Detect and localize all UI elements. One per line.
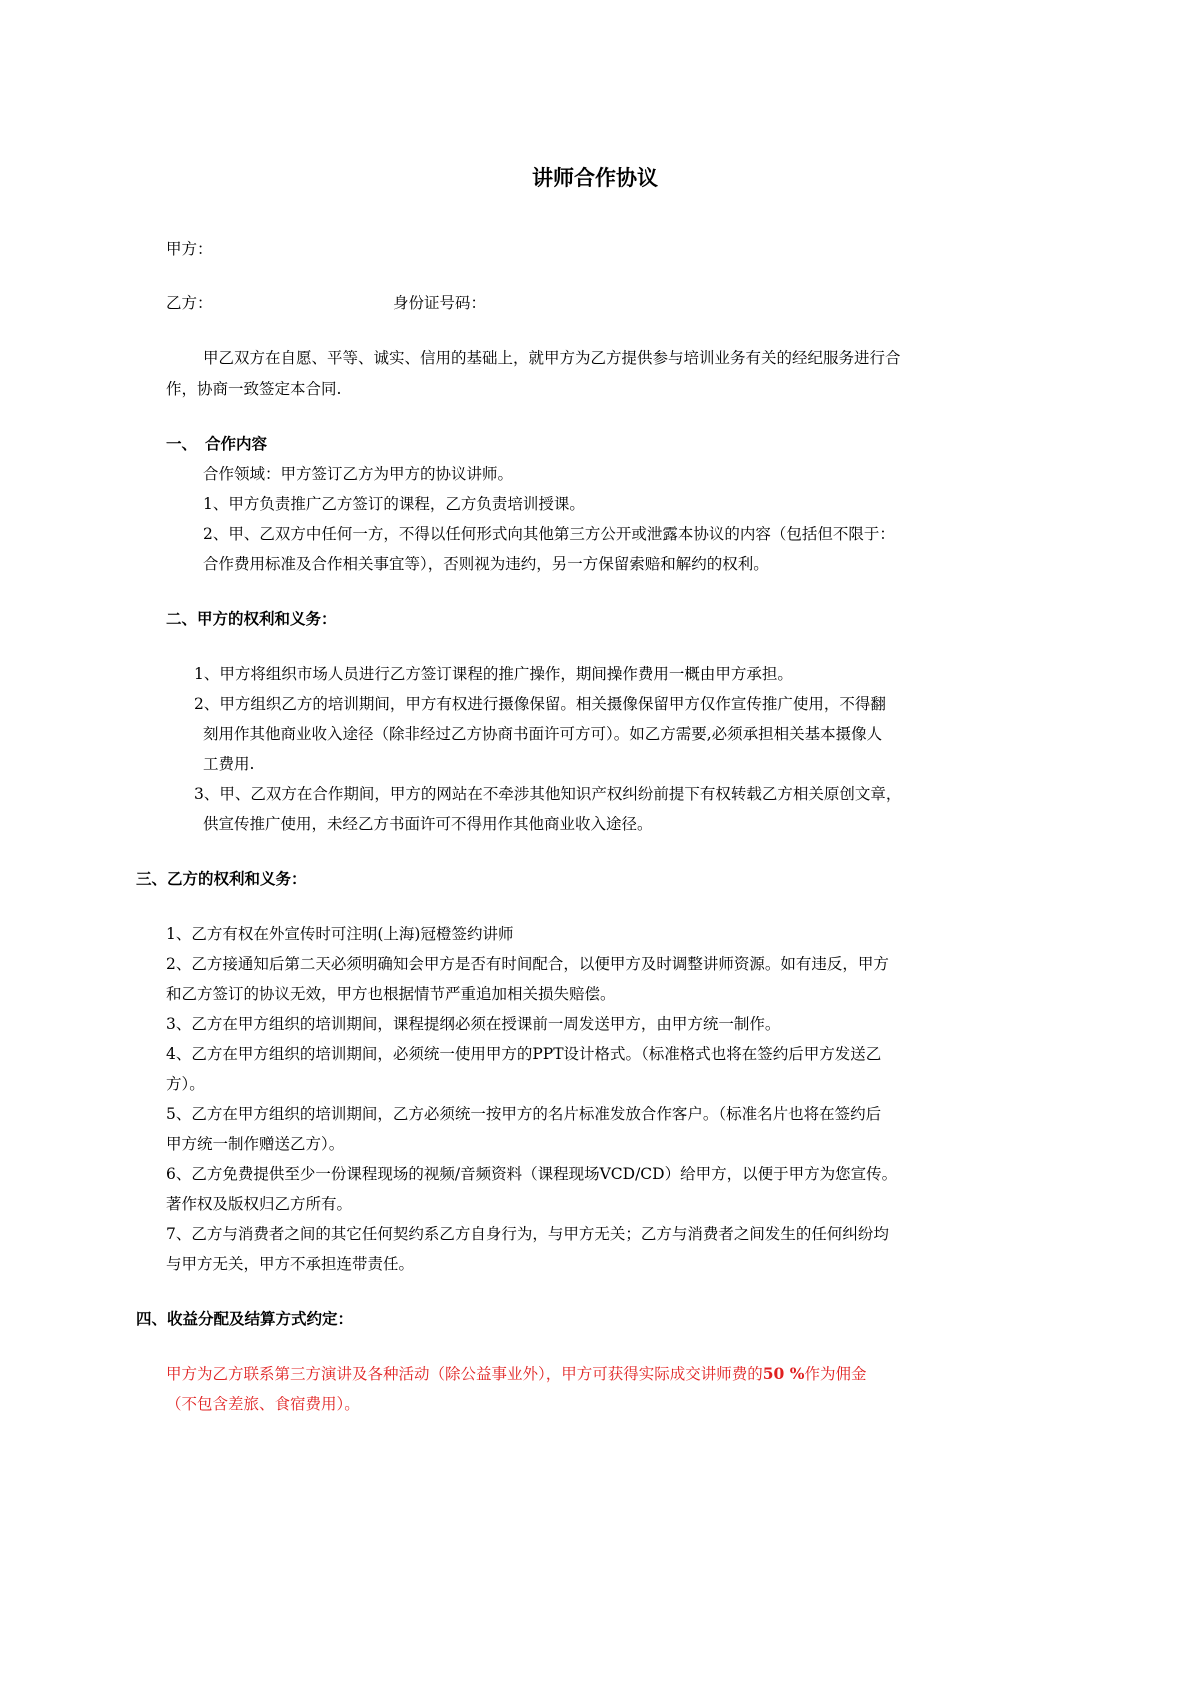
- section3-line: 1、乙方有权在外宣传时可注明(上海)冠橙签约讲师: [166, 925, 514, 943]
- commission-text-after: 作为佣金: [804, 1365, 867, 1383]
- commission-percentage: 50 %: [762, 1364, 805, 1383]
- section3-line: 3、乙方在甲方组织的培训期间，课程提纲必须在授课前一周发送甲方，由甲方统一制作。: [166, 1015, 781, 1033]
- section2-line: 1、甲方将组织市场人员进行乙方签订课程的推广操作，期间操作费用一概由甲方承担。: [194, 665, 793, 683]
- section3-line: 5、乙方在甲方组织的培训期间，乙方必须统一按甲方的名片标准发放合作客户。（标准名片也将在签约后: [166, 1105, 882, 1123]
- section2-line: 刻用作其他商业收入途径（除非经过乙方协商书面许可方可）。如乙方需要,必须承担相关基本摄像人: [203, 725, 883, 743]
- id-number-label: 身份证号码：: [393, 294, 487, 312]
- section1-line: 合作费用标准及合作相关事宜等），否则视为违约，另一方保留索赔和解约的权利。: [203, 555, 769, 573]
- intro-line-1: 甲乙双方在自愿、平等、诚实、信用的基础上，就甲方为乙方提供参与培训业务有关的经纪服务进行合: [203, 349, 901, 367]
- section1-line: 2、甲、乙双方中任何一方，不得以任何形式向其他第三方公开或泄露本协议的内容（包括但不限于：: [203, 525, 895, 543]
- section3-line: 7、乙方与消费者之间的其它任何契约系乙方自身行为，与甲方无关；乙方与消费者之间发生的任何纠纷均: [166, 1225, 889, 1243]
- section2-line: 3、甲、乙双方在合作期间，甲方的网站在不牵涉其他知识产权纠纷前提下有权转载乙方相关原创文章，: [194, 785, 902, 803]
- section4-heading: 四、收益分配及结算方式约定：: [136, 1310, 354, 1328]
- section3-line: 6、乙方免费提供至少一份课程现场的视频/音频资料（课程现场VCD/CD）给甲方，以便于甲方为您宣传。: [166, 1165, 898, 1183]
- section3-line: 2、乙方接通知后第二天必须明确知会甲方是否有时间配合，以便甲方及时调整讲师资源。如有违反，甲方: [166, 955, 889, 973]
- document-title: 讲师合作协议: [532, 166, 658, 190]
- commission-text-before: 甲方为乙方联系第三方演讲及各种活动（除公益事业外），甲方可获得实际成交讲师费的: [166, 1365, 763, 1383]
- party-a-label: 甲方：: [166, 240, 213, 258]
- section1-line: 合作领域：甲方签订乙方为甲方的协议讲师。: [203, 465, 514, 483]
- section4-commission-note: （不包含差旅、食宿费用）。: [166, 1395, 360, 1413]
- section3-line: 和乙方签订的协议无效，甲方也根据情节严重追加相关损失赔偿。: [166, 985, 616, 1003]
- section3-line: 方）。: [166, 1075, 205, 1093]
- section3-line: 甲方统一制作赠送乙方）。: [166, 1135, 345, 1153]
- section1-line: 1、甲方负责推广乙方签订的课程，乙方负责培训授课。: [203, 495, 585, 513]
- section4-commission-line: [166, 1364, 866, 1384]
- section2-line: 2、甲方组织乙方的培训期间，甲方有权进行摄像保留。相关摄像保留甲方仅作宣传推广使用，不得翻: [194, 695, 886, 713]
- section3-line: 与甲方无关，甲方不承担连带责任。: [166, 1255, 415, 1273]
- section3-line: 4、乙方在甲方组织的培训期间，必须统一使用甲方的PPT设计格式。（标准格式也将在签约后甲方发送乙: [166, 1045, 882, 1063]
- section3-line: 著作权及版权归乙方所有。: [166, 1195, 353, 1213]
- section3-heading: 三、乙方的权利和义务：: [136, 870, 307, 888]
- party-b-label: 乙方：: [166, 294, 213, 312]
- section2-heading: 二、甲方的权利和义务：: [166, 610, 337, 628]
- section2-line: 工费用.: [203, 755, 255, 773]
- section1-number: 一、: [166, 435, 198, 453]
- section1-heading: 合作内容: [205, 435, 268, 453]
- intro-line-2: 作，协商一致签定本合同.: [166, 380, 342, 398]
- section2-line: 供宣传推广使用，未经乙方书面许可不得用作其他商业收入途径。: [203, 815, 653, 833]
